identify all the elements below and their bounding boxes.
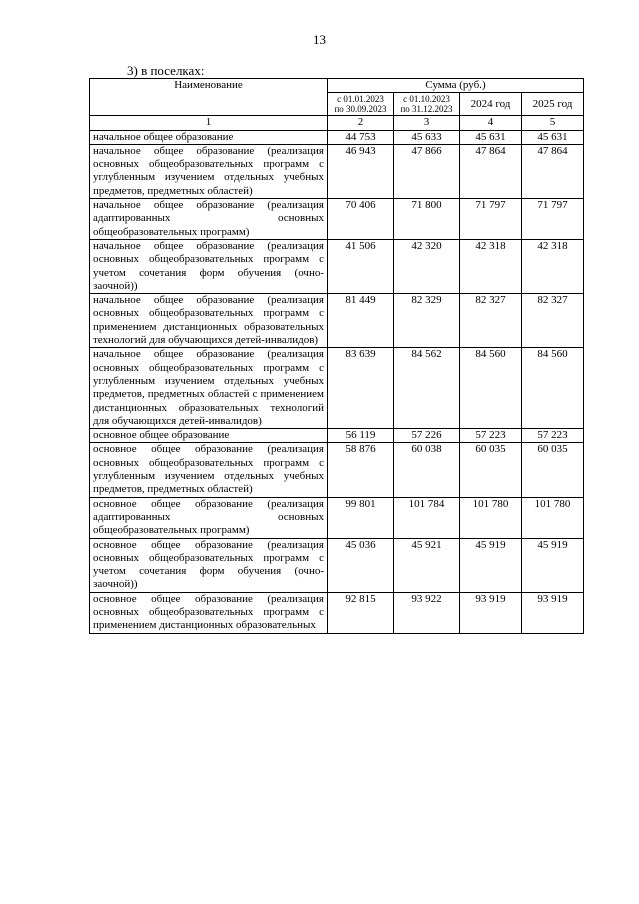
row-value: 42 320	[394, 239, 460, 293]
row-value: 60 035	[522, 443, 584, 497]
table-row	[90, 294, 584, 348]
fees-table	[89, 78, 584, 634]
column-number: 1	[90, 116, 328, 130]
row-name: основное общее образование (реализация основных общеобразовательных программ с углубленным изучением отдельных учебных предметов, предметных областей)	[90, 443, 328, 497]
table-row	[90, 443, 584, 497]
row-value: 45 036	[328, 538, 394, 592]
table-row	[90, 199, 584, 240]
column-number: 2	[328, 116, 394, 130]
column-number-row	[90, 116, 584, 130]
row-name: основное общее образование (реализация адаптированных основных общеобразовательных программ)	[90, 497, 328, 538]
table-row	[90, 497, 584, 538]
row-value: 84 562	[394, 348, 460, 429]
row-value: 101 784	[394, 497, 460, 538]
row-name: основное общее образование (реализация основных общеобразовательных программ с учетом сочетания форм обучения (очно-заочной))	[90, 538, 328, 592]
row-value: 47 864	[522, 144, 584, 198]
row-name: начальное общее образование (реализация адаптированных основных общеобразовательных программ)	[90, 199, 328, 240]
row-value: 82 327	[460, 294, 522, 348]
row-value: 44 753	[328, 130, 394, 144]
header-year-2024: 2024 год	[460, 93, 522, 116]
row-value: 45 633	[394, 130, 460, 144]
row-value: 81 449	[328, 294, 394, 348]
row-value: 60 035	[460, 443, 522, 497]
row-value: 101 780	[460, 497, 522, 538]
header-row-1	[90, 79, 584, 93]
row-name: начальное общее образование (реализация основных общеобразовательных программ с учетом сочетания форм обучения (очно-заочной))	[90, 239, 328, 293]
row-value: 99 801	[328, 497, 394, 538]
row-value: 46 943	[328, 144, 394, 198]
section-heading: 3) в поселках:	[127, 63, 205, 78]
header-period-1	[328, 93, 394, 116]
row-value: 45 919	[522, 538, 584, 592]
row-value: 58 876	[328, 443, 394, 497]
row-value: 93 922	[394, 592, 460, 633]
table-row	[90, 429, 584, 443]
table-row	[90, 592, 584, 633]
column-number: 5	[522, 116, 584, 130]
row-value: 47 866	[394, 144, 460, 198]
page-number: 13	[313, 32, 326, 47]
row-value: 82 327	[522, 294, 584, 348]
row-value: 82 329	[394, 294, 460, 348]
column-number: 3	[394, 116, 460, 130]
row-value: 42 318	[460, 239, 522, 293]
row-value: 45 631	[460, 130, 522, 144]
row-value: 45 631	[522, 130, 584, 144]
row-value: 41 506	[328, 239, 394, 293]
row-value: 57 226	[394, 429, 460, 443]
row-value: 84 560	[522, 348, 584, 429]
table-row	[90, 130, 584, 144]
row-value: 71 797	[522, 199, 584, 240]
row-value: 92 815	[328, 592, 394, 633]
period-2-to: по 31.12.2023	[400, 104, 453, 115]
column-number: 4	[460, 116, 522, 130]
header-name: Наименование	[90, 79, 328, 116]
table-row	[90, 538, 584, 592]
row-value: 57 223	[460, 429, 522, 443]
table-row	[90, 239, 584, 293]
row-value: 45 921	[394, 538, 460, 592]
row-value: 70 406	[328, 199, 394, 240]
period-2-from: с 01.10.2023	[403, 94, 450, 105]
row-value: 84 560	[460, 348, 522, 429]
header-year-2025: 2025 год	[522, 93, 584, 116]
row-name: основное общее образование	[90, 429, 328, 443]
table-row	[90, 348, 584, 429]
row-name: начальное общее образование (реализация основных общеобразовательных программ с углубленным изучением отдельных учебных предметов, предметных областей с применением дистанционных образовательных технологий для обучающихся детей-инвалидов)	[90, 348, 328, 429]
table-row	[90, 144, 584, 198]
row-value: 60 038	[394, 443, 460, 497]
row-name: начальное общее образование (реализация основных общеобразовательных программ с применением дистанционных образовательных технологий для обучающихся детей-инвалидов)	[90, 294, 328, 348]
row-value: 71 800	[394, 199, 460, 240]
period-1-from: с 01.01.2023	[337, 94, 384, 105]
row-name: основное общее образование (реализация основных общеобразовательных программ с применением дистанционных образовательных	[90, 592, 328, 633]
header-period-2	[394, 93, 460, 116]
row-value: 56 119	[328, 429, 394, 443]
row-value: 57 223	[522, 429, 584, 443]
header-amount: Сумма (руб.)	[328, 79, 584, 93]
row-name: начальное общее образование	[90, 130, 328, 144]
row-value: 42 318	[522, 239, 584, 293]
row-value: 47 864	[460, 144, 522, 198]
row-value: 93 919	[522, 592, 584, 633]
row-value: 83 639	[328, 348, 394, 429]
row-value: 93 919	[460, 592, 522, 633]
period-1-to: по 30.09.2023	[334, 104, 387, 115]
row-name: начальное общее образование (реализация основных общеобразовательных программ с углубленным изучением отдельных учебных предметов, предметных областей)	[90, 144, 328, 198]
row-value: 45 919	[460, 538, 522, 592]
row-value: 101 780	[522, 497, 584, 538]
row-value: 71 797	[460, 199, 522, 240]
